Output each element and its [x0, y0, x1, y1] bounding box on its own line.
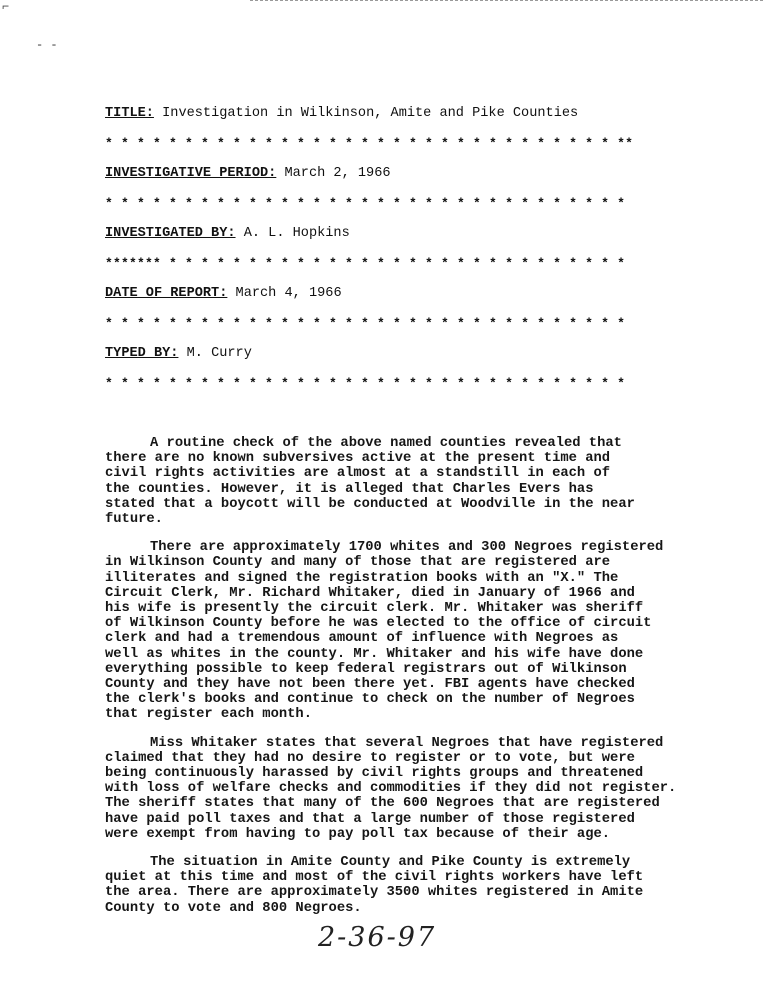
investigator-line [105, 224, 705, 254]
title-line [105, 104, 705, 134]
period-label: INVESTIGATIVE PERIOD: [105, 166, 277, 181]
title-value: Investigation in Wilkinson, Amite and Pike Counties [162, 106, 579, 121]
report-date-label: DATE OF REPORT: [105, 286, 228, 301]
title-label: TITLE: [105, 106, 154, 121]
report-header [105, 104, 705, 404]
typist-label: TYPED BY: [105, 346, 179, 361]
handwritten-page-number: 2-36-97 [318, 922, 437, 953]
investigator-label: INVESTIGATED BY: [105, 226, 236, 241]
paragraph: There are approximately 1700 whites and 300 Negroes registered in Wilkinson County and many of those that are registered are illiterates and signed the registration books with an "X." The Circuit Clerk, Mr. Richard Whitaker, died in January of 1966 and his wife is presently the circuit clerk. Mr. Whitaker was sheriff of Wilkinson County before he was elected to the office of circuit clerk and had a tremendous amount of influence with Negroes as well as whites in the county. Mr. Whitaker and his wife have done everything possible to keep federal registrars out of Wilkinson County and they have not been there yet. FBI agents have checked the clerk's books and continue to check on the number of Negroes that register each month. [105, 540, 664, 723]
paragraph: Miss Whitaker states that several Negroes that have registered claimed that they had no desire to register or to vote, but were being continuously harassed by civil rights groups and threatened with loss of welfare checks and commodities if they did not register. The sheriff states that many of the 600 Negroes that are registered have paid poll taxes and that a large number of those registered were exempt from having to pay poll tax because of their age. [105, 735, 677, 842]
separator-stars: * * * * * * * * * * * * * * * * * * * * * * * * * * * * * * * * * [105, 376, 626, 391]
investigator-value: A. L. Hopkins [243, 226, 350, 241]
separator-stars: * * * * * * * * * * * * * * * * * * * * * * * * * * * * * * * * * [105, 196, 626, 211]
report-body [105, 436, 730, 929]
separator-stars: ******* * * * * * * * * * * * * * * * * * * * * * * * * * * * * * [105, 256, 626, 271]
paragraph: The situation in Amite County and Pike County is extremely quiet at this time and most of the civil rights workers have left the area. There are approximately 3500 whites registered in Amite County to vote and 800 Negroes. [105, 855, 644, 916]
scan-edge [250, 0, 763, 3]
corner-mark: ⌐ [2, 0, 10, 14]
margin-tick-marks: - - [36, 38, 58, 52]
typist-value: M. Curry [186, 346, 252, 361]
report-date-line [105, 284, 705, 314]
separator-stars: * * * * * * * * * * * * * * * * * * * * * * * * * * * * * * * * * [105, 316, 626, 331]
typist-line [105, 344, 705, 374]
separator-stars: * * * * * * * * * * * * * * * * * * * * * * * * * * * * * * * * ** [105, 136, 634, 151]
period-line [105, 164, 705, 194]
report-date-value: March 4, 1966 [235, 286, 342, 301]
paragraph: A routine check of the above named counties revealed that there are no known subversives active at the present time and civil rights activities are almost at a standstill in each of the counties. However, it is alleged that Charles Evers has stated that a boycott will be conducted at Woodville in the near future. [105, 436, 635, 528]
period-value: March 2, 1966 [284, 166, 391, 181]
